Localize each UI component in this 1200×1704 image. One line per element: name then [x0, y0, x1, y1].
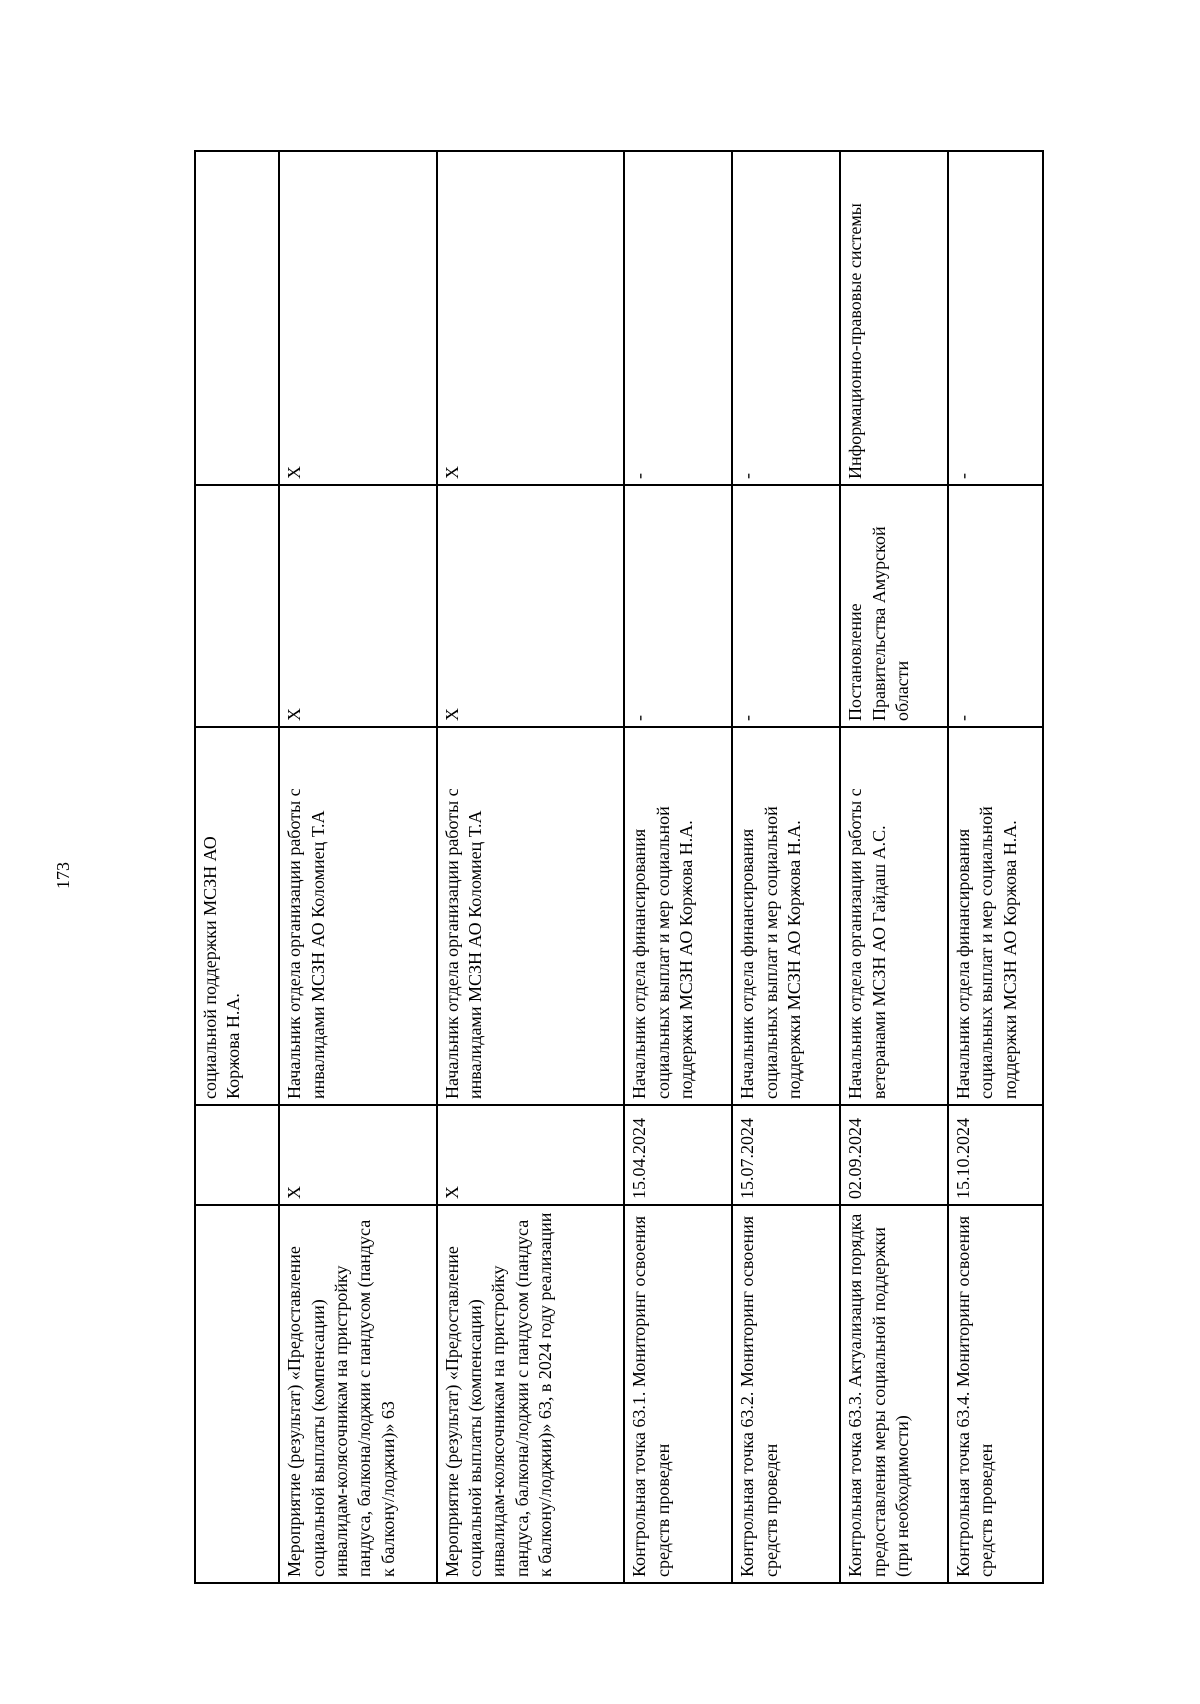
activity-cell: Контрольная точка 63.2. Мониторинг освоения средств проведен — [732, 1205, 840, 1583]
table-row — [624, 151, 732, 1583]
document-cell — [195, 485, 279, 727]
date-cell — [195, 1105, 279, 1205]
table-row — [732, 151, 840, 1583]
info-system-cell: Информационно-правовые системы — [840, 151, 948, 485]
table-row — [195, 151, 279, 1583]
activity-cell: Мероприятие (результат) «Предоставление социальной выплаты (компенсации) инвалидам-колясочникам на пристройку пандуса, балкона/лоджии с пандусом (пандуса к балкону/лоджии)» 63 — [279, 1205, 437, 1583]
info-system-cell: X — [279, 151, 437, 485]
info-system-cell: - — [948, 151, 1043, 485]
activity-cell: Контрольная точка 63.3. Актуализация порядка предоставления меры социальной поддержки (при необходимости) — [840, 1205, 948, 1583]
activity-cell — [195, 1205, 279, 1583]
responsible-cell: Начальник отдела финансирования социальных выплат и мер социальной поддержки МСЗН АО Коржова Н.А. — [624, 727, 732, 1105]
document-cell: Постановление Правительства Амурской области — [840, 485, 948, 727]
document-cell: X — [279, 485, 437, 727]
info-system-cell — [195, 151, 279, 485]
document-cell: - — [732, 485, 840, 727]
date-cell: X — [437, 1105, 625, 1205]
responsible-cell: Начальник отдела организации работы с инвалидами МСЗН АО Коломиец Т.А — [279, 727, 437, 1105]
date-cell: 02.09.2024 — [840, 1105, 948, 1205]
activity-cell: Мероприятие (результат) «Предоставление социальной выплаты (компенсации) инвалидам-колясочникам на пристройку пандуса, балкона/лоджии с пандусом (пандуса к балкону/лоджии)» 63, в 2024 году реализации — [437, 1205, 625, 1583]
document-cell: X — [437, 485, 625, 727]
responsible-cell: Начальник отдела финансирования социальных выплат и мер социальной поддержки МСЗН АО Коржова Н.А. — [948, 727, 1043, 1105]
table-frame — [194, 152, 1044, 1584]
date-cell: 15.10.2024 — [948, 1105, 1043, 1205]
table-row — [840, 151, 948, 1583]
info-system-cell: - — [732, 151, 840, 485]
activities-table — [194, 150, 1044, 1584]
responsible-cell: Начальник отдела организации работы с ветеранами МСЗН АО Гайдаш А.С. — [840, 727, 948, 1105]
info-system-cell: X — [437, 151, 625, 485]
info-system-cell: - — [624, 151, 732, 485]
date-cell: 15.07.2024 — [732, 1105, 840, 1205]
table-row — [948, 151, 1043, 1583]
responsible-cell: Начальник отдела финансирования социальных выплат и мер социальной поддержки МСЗН АО Коржова Н.А. — [732, 727, 840, 1105]
date-cell: X — [279, 1105, 437, 1205]
page-number: 173 — [53, 862, 73, 889]
responsible-cell: социальной поддержки МСЗН АО Коржова Н.А. — [195, 727, 279, 1105]
date-cell: 15.04.2024 — [624, 1105, 732, 1205]
document-cell: - — [948, 485, 1043, 727]
document-cell: - — [624, 485, 732, 727]
activity-cell: Контрольная точка 63.1. Мониторинг освоения средств проведен — [624, 1205, 732, 1583]
activity-cell: Контрольная точка 63.4. Мониторинг освоения средств проведен — [948, 1205, 1043, 1583]
responsible-cell: Начальник отдела организации работы с инвалидами МСЗН АО Коломиец Т.А — [437, 727, 625, 1105]
table-row — [279, 151, 437, 1583]
table-row — [437, 151, 625, 1583]
